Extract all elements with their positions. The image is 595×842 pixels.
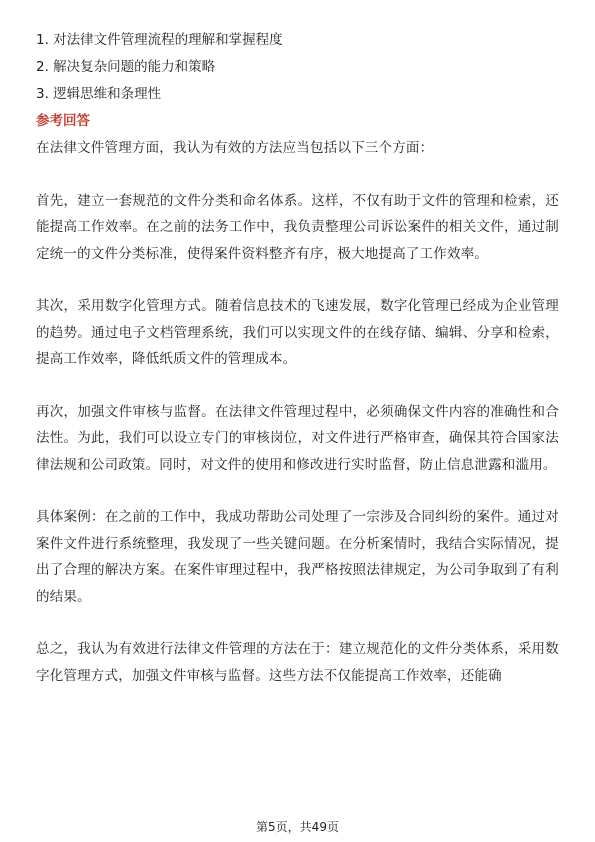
evaluation-criteria-list xyxy=(36,30,559,104)
page-content xyxy=(36,30,559,689)
answer-heading: 参考回答 xyxy=(36,113,90,129)
paragraph-third: 再次，加强文件审核与监督。在法律文件管理过程中，必须确保文件内容的准确性和合法性。为此，我们可以设立专门的审核岗位，对文件进行严格审查，确保其符合国家法律法规和公司政策。同时，对文件的使用和修改进行实时监督，防止信息泄露和滥用。 xyxy=(36,403,559,473)
criteria-item: 1. 对法律文件管理流程的理解和掌握程度 xyxy=(36,32,283,48)
paragraph-summary: 总之，我认为有效进行法律文件管理的方法在于：建立规范化的文件分类体系，采用数字化管理方式，加强文件审核与监督。这些方法不仅能提高工作效率，还能确 xyxy=(36,641,559,684)
page-number-footer: 第5页，共49页 xyxy=(256,820,339,834)
criteria-item: 3. 逻辑思维和条理性 xyxy=(36,86,162,102)
paragraph-first: 首先，建立一套规范的文件分类和命名体系。这样，不仅有助于文件的管理和检索，还能提高工作效率。在之前的法务工作中，我负责整理公司诉讼案件的相关文件，通过制定统一的文件分类标准，使得案件资料整齐有序，极大地提高了工作效率。 xyxy=(36,192,559,262)
paragraph-case: 具体案例：在之前的工作中，我成功帮助公司处理了一宗涉及合同纠纷的案件。通过对案件文件进行系统整理，我发现了一些关键问题。在分析案情时，我结合实际情况，提出了合理的解决方案。在案件审理过程中，我严格按照法律规定，为公司争取到了有利的结果。 xyxy=(36,509,559,605)
intro-paragraph: 在法律文件管理方面，我认为有效的方法应当包括以下三个方面： xyxy=(36,140,434,156)
criteria-item: 2. 解决复杂问题的能力和策略 xyxy=(36,59,216,75)
paragraph-second: 其次，采用数字化管理方式。随着信息技术的飞速发展，数字化管理已经成为企业管理的趋势。通过电子文档管理系统，我们可以实现文件的在线存储、编辑、分享和检索，提高工作效率，降低纸质文件的管理成本。 xyxy=(36,298,559,367)
